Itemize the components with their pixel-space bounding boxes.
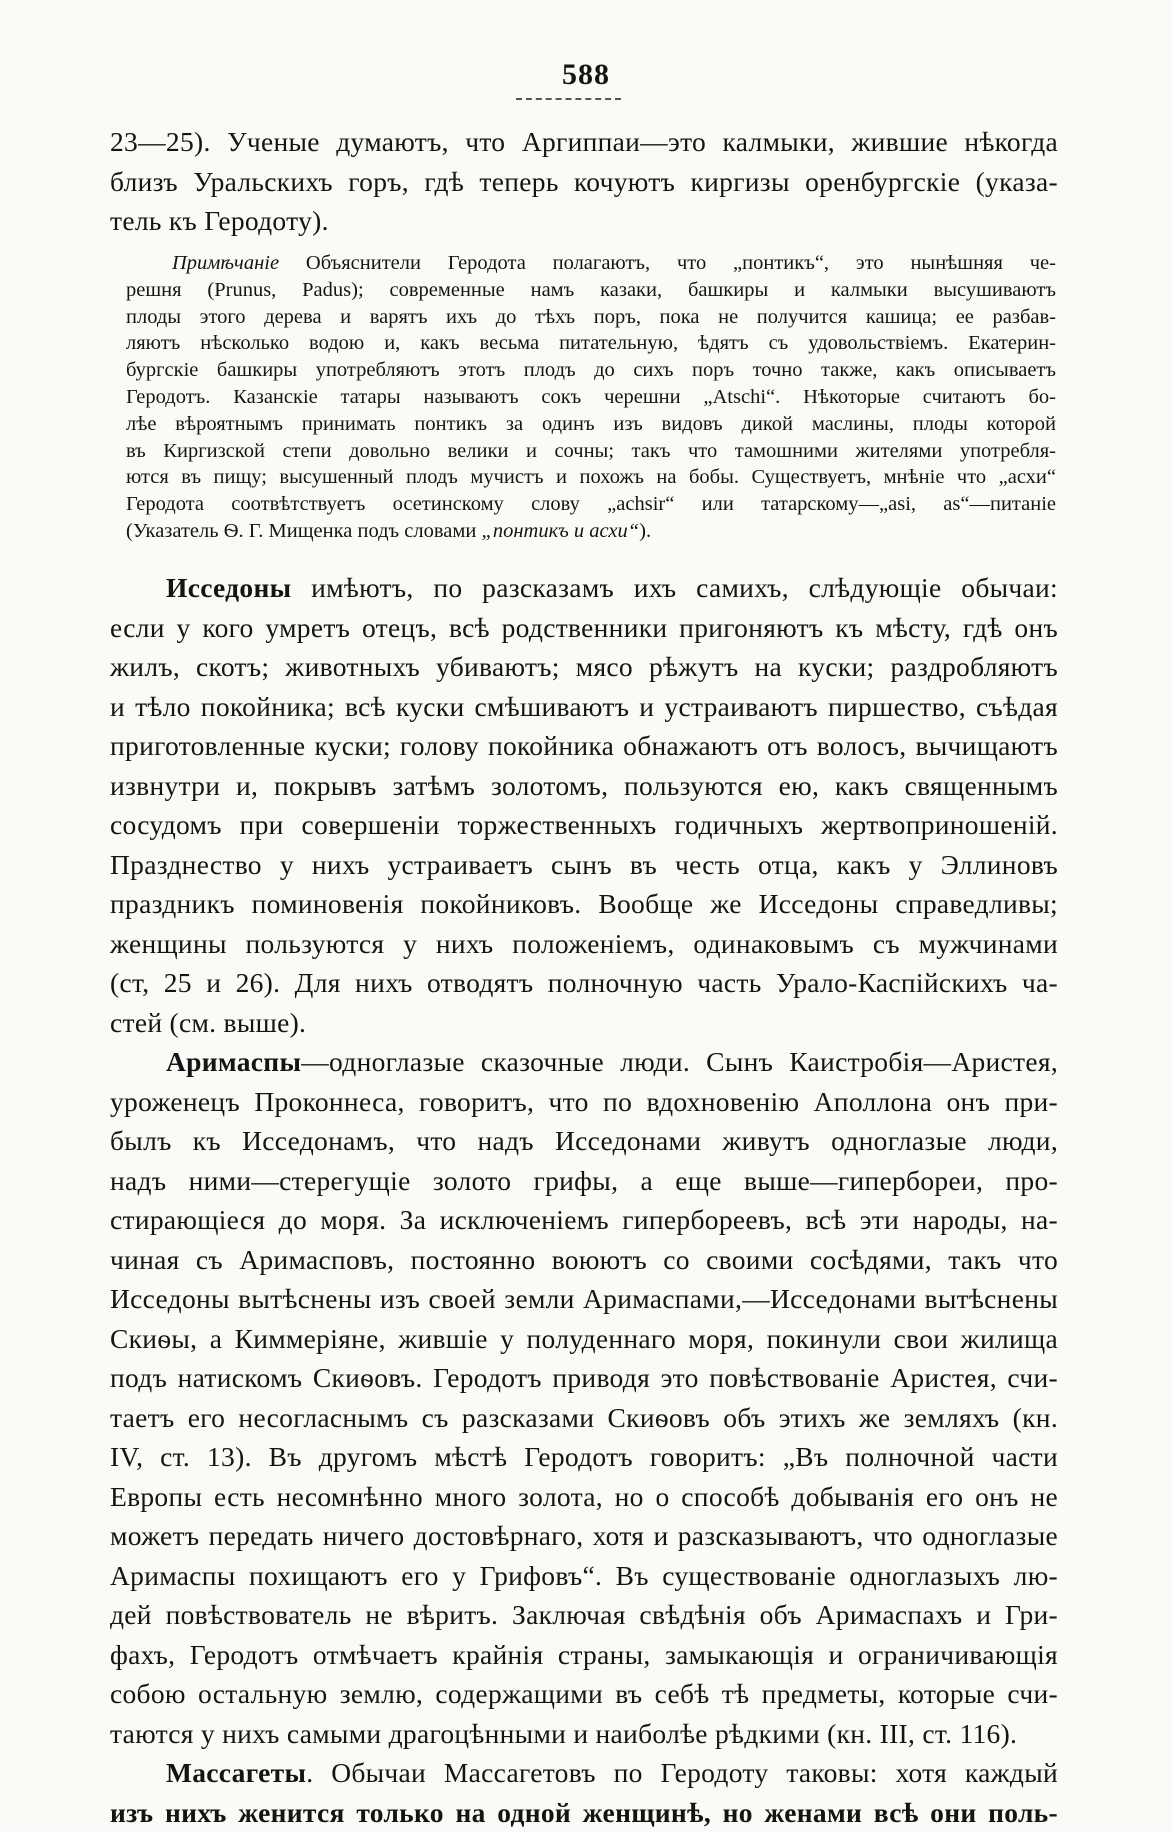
text-line: стей (см. выше). — [110, 1003, 1058, 1043]
text-line: стирающіеся до моря. За исключеніемъ гипербореевъ, всѣ эти народы, на- — [110, 1200, 1058, 1240]
note-label: Примѣчаніе — [172, 252, 279, 274]
text-line: и тѣло покойника; всѣ куски смѣшиваютъ и устраиваютъ пиршество, съѣдая — [110, 687, 1058, 727]
text-line: таются у нихъ самыми драгоцѣнными и наиболѣе рѣдкими (кн. III, ст. 116). — [110, 1714, 1058, 1754]
text-line: собою остальную землю, содержащими въ себѣ тѣ предметы, которые счи- — [110, 1674, 1058, 1714]
paragraph-text: . Обычаи Массагетовъ по Геродоту таковы: хотя каждый — [306, 1757, 1058, 1788]
text-line: бургскіе башкиры употребляютъ этотъ плодъ до сихъ поръ точно также, какъ описываетъ — [126, 357, 1056, 384]
text-line: женщины пользуются у нихъ положеніемъ, одинаковымъ съ мужчинами — [110, 924, 1058, 964]
text-line: Геродота соотвѣтствуетъ осетинскому слову „achsir“ или татарскому—„asi, as“—питаніе — [126, 491, 1056, 518]
issedones-paragraph — [110, 568, 1058, 1042]
text-line: въ Киргизской степи довольно велики и сочны; такъ что тамошними жителями употребля- — [126, 438, 1056, 465]
text-line: близъ Уральскихъ горъ, гдѣ теперь кочуютъ киргизы оренбургскіе (указа- — [110, 162, 1058, 202]
text-line: ются въ пищу; высушенный плодъ мучистъ и похожъ на бобы. Существуетъ, мнѣніе что „асхи“ — [126, 464, 1056, 491]
text-line: 23—25). Ученые думаютъ, что Аргиппаи—это калмыки, жившие нѣкогда — [110, 122, 1058, 162]
text-line: если у кого умретъ отецъ, всѣ родственники пригоняютъ къ мѣсту, гдѣ онъ — [110, 608, 1058, 648]
text-line: лѣе вѣроятнымъ принимать понтикъ за одинъ изъ видовъ дикой маслины, плоды которой — [126, 411, 1056, 438]
text-line: изъ нихъ женится только на одной женщинѣ, но женами всѣ они поль- — [110, 1793, 1058, 1832]
note-text: (Указатель Ѳ. Г. Мищенка подъ словами — [126, 520, 481, 542]
note-text: Объяснители Геродота полагаютъ, что „понтикъ“, это нынѣшняя че- — [279, 252, 1056, 274]
text-line: фахъ, Геродотъ отмѣчаетъ крайнія страны, замыкающія и ограничивающія — [110, 1635, 1058, 1675]
text-line: дей повѣствователь не вѣритъ. Заключая свѣдѣнія объ Аримаспахъ и Гри- — [110, 1595, 1058, 1635]
paragraph-text: —одноглазые сказочные люди. Сынъ Каистробія—Аристея, — [301, 1046, 1058, 1077]
intro-paragraph — [110, 122, 1058, 241]
text-line: ляютъ нѣсколько водою и, какъ весьма питательную, ѣдятъ съ удовольствіемъ. Екатерин- — [126, 330, 1056, 357]
main-text — [110, 568, 1058, 1832]
text-line — [126, 250, 1056, 277]
page-number: 588 — [0, 58, 1172, 92]
text-line: Празднество у нихъ устраиваетъ сынъ въ честь отца, какъ у Эллиновъ — [110, 845, 1058, 885]
arimaspi-paragraph — [110, 1042, 1058, 1753]
text-line: подъ натискомъ Скиѳовъ. Геродотъ приводя это повѣствованіе Аристея, счи- — [110, 1358, 1058, 1398]
note-text: ). — [639, 520, 651, 542]
text-line: былъ къ Исседонамъ, что надъ Исседонами живутъ одноглазые люди, — [110, 1121, 1058, 1161]
text-line: праздникъ поминовенія покойниковъ. Вообще же Исседоны справедливы; — [110, 884, 1058, 924]
paragraph-text: имѣютъ, по разсказамъ ихъ самихъ, слѣдующіе обычаи: — [291, 572, 1058, 603]
text-line: тель къ Геродоту). — [110, 201, 1058, 241]
text-line: Европы есть несомнѣнно много золота, но о способѣ добыванія его онъ не — [110, 1477, 1058, 1517]
text-line: уроженецъ Проконнеса, говоритъ, что по вдохновенію Аполлона онъ при- — [110, 1082, 1058, 1122]
massagetae-paragraph — [110, 1753, 1058, 1832]
section-term: Массагеты — [166, 1757, 306, 1788]
text-line: плоды этого дерева и варятъ ихъ до тѣхъ поръ, пока не получится кашица; ее разбав- — [126, 304, 1056, 331]
text-line: извнутри и, покрывъ затѣмъ золотомъ, пользуются ею, какъ священнымъ — [110, 766, 1058, 806]
section-term: Аримаспы — [166, 1046, 301, 1077]
text-line: таетъ его несогласнымъ съ разсказами Скиѳовъ объ этихъ же земляхъ (кн. — [110, 1398, 1058, 1438]
text-line: приготовленные куски; голову покойника обнажаютъ отъ волосъ, вычищаютъ — [110, 726, 1058, 766]
text-line: можетъ передать ничего достовѣрнаго, хотя и разсказываютъ, что одноглазые — [110, 1516, 1058, 1556]
text-line: (ст, 25 и 26). Для нихъ отводятъ полночную часть Урало-Каспійскихъ ча- — [110, 963, 1058, 1003]
text-line: сосудомъ при совершеніи торжественныхъ годичныхъ жертвоприношеній. — [110, 805, 1058, 845]
text-line: Аримаспы похищаютъ его у Грифовъ“. Въ существованіе одноглазыхъ лю- — [110, 1556, 1058, 1596]
text-line: надъ ними—стерегущіе золото грифы, а еще выше—гипербореи, про- — [110, 1161, 1058, 1201]
text-line: Исседоны вытѣснены изъ своей земли Аримаспами,—Исседонами вытѣснены — [110, 1279, 1058, 1319]
text-line: чиная съ Аримасповъ, постоянно воюютъ со своими сосѣдями, такъ что — [110, 1240, 1058, 1280]
text-line: Скиѳы, а Киммеріяне, жившіе у полуденнаго моря, покинули свои жилища — [110, 1319, 1058, 1359]
note-italic-terms: „понтикъ и асхи“ — [481, 520, 639, 542]
section-term: Исседоны — [166, 572, 291, 603]
text-line — [110, 1042, 1058, 1082]
text-line — [126, 518, 1056, 545]
footnote-block — [126, 250, 1056, 545]
text-line — [110, 1753, 1058, 1793]
text-line: Геродотъ. Казанскіе татары называютъ сокъ черешни „Atschi“. Нѣкоторые считаютъ бо- — [126, 384, 1056, 411]
text-line: IV, ст. 13). Въ другомъ мѣстѣ Геродотъ говоритъ: „Въ полночной части — [110, 1437, 1058, 1477]
text-line — [110, 568, 1058, 608]
page-number-rule — [516, 98, 621, 100]
text-line: решня (Prunus, Padus); современные намъ казаки, башкиры и калмыки высушиваютъ — [126, 277, 1056, 304]
text-line: жилъ, скотъ; животныхъ убиваютъ; мясо рѣжутъ на куски; раздробляютъ — [110, 647, 1058, 687]
